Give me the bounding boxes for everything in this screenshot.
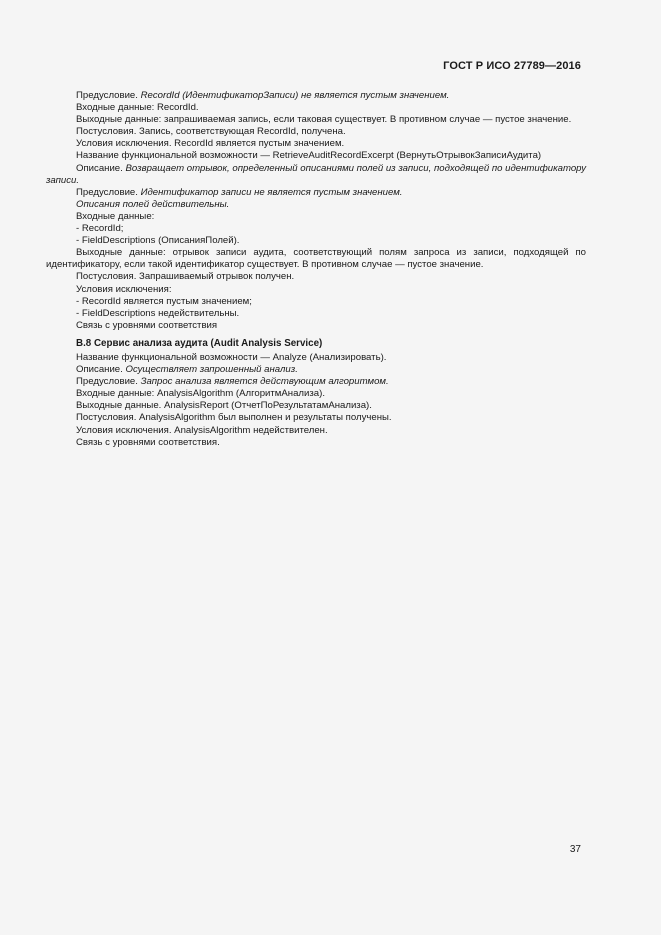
input-line: Входные данные: RecordId.	[76, 102, 199, 114]
list-item: - RecordId;	[76, 223, 124, 235]
precondition-label: Предусловие.	[76, 90, 141, 101]
output-line: Выходные данные. AnalysisReport (ОтчетПоРезультатамАнализа).	[76, 400, 372, 412]
precondition-label: Предусловие.	[76, 186, 141, 198]
precondition-text: RecordId (ИдентификаторЗаписи) не является пустым значением.	[140, 90, 450, 101]
precondition-line	[46, 376, 586, 388]
postcondition-line: Постусловия. Запрашиваемый отрывок получен.	[76, 271, 295, 283]
conformance-line: Связь с уровнями соответствия	[76, 319, 218, 331]
description-text: Возвращает отрывок, определенный описаниями полей из записи, подходящей по идентификатору записи.	[46, 162, 586, 186]
precondition-line	[46, 90, 586, 102]
section-heading: В.8 Сервис анализа аудита (Audit Analysis Service)	[76, 337, 323, 349]
list-item: - FieldDescriptions (ОписанияПолей).	[76, 235, 240, 247]
output-line: Выходные данные: отрывок записи аудита, соответствующий полям запроса из записи, подходящей по идентификатору, если такой идентификатор существует. В противном случае — пустое значение.	[46, 247, 586, 271]
description-label: Описание.	[76, 162, 126, 174]
description-line	[46, 364, 586, 376]
description-label: Описание.	[76, 364, 126, 376]
description-line	[46, 163, 586, 187]
postcondition-line: Постусловия. AnalysisAlgorithm был выполнен и результаты получены.	[76, 412, 392, 424]
page-content	[46, 90, 586, 449]
document-header: ГОСТ Р ИСО 27789—2016	[443, 60, 581, 72]
precondition-text: Запрос анализа является действующим алгоритмом.	[140, 376, 389, 388]
precondition-text: Идентификатор записи не является пустым значением.	[140, 186, 403, 198]
input-line: Входные данные: AnalysisAlgorithm (АлгоритмАнализа).	[76, 388, 325, 400]
exception-label: Условия исключения:	[76, 283, 172, 295]
output-line: Выходные данные: запрашиваемая запись, если таковая существует. В противном случае — пустое значение.	[76, 114, 572, 126]
precondition-line	[46, 187, 586, 199]
postcondition-line: Постусловия. Запись, соответствующая RecordId, получена.	[76, 126, 346, 138]
description-text: Осуществляет запрошенный анализ.	[125, 364, 298, 376]
precondition-line-2: Описания полей действительны.	[76, 198, 230, 210]
list-item: - FieldDescriptions недействительны.	[76, 307, 240, 319]
function-name-line: Название функциональной возможности — RetrieveAuditRecordExcerpt (ВернутьОтрывокЗаписиАудита)	[76, 150, 542, 162]
conformance-line: Связь с уровнями соответствия.	[76, 436, 220, 448]
precondition-label: Предусловие.	[76, 376, 141, 388]
exception-line: Условия исключения. AnalysisAlgorithm недействителен.	[76, 424, 328, 436]
function-name-line: Название функциональной возможности — Analyze (Анализировать).	[76, 351, 387, 363]
input-label: Входные данные:	[76, 210, 155, 222]
page-number: 37	[569, 844, 581, 855]
list-item: - RecordId является пустым значением;	[76, 295, 252, 307]
exception-line: Условия исключения. RecordId является пустым значением.	[76, 138, 345, 150]
